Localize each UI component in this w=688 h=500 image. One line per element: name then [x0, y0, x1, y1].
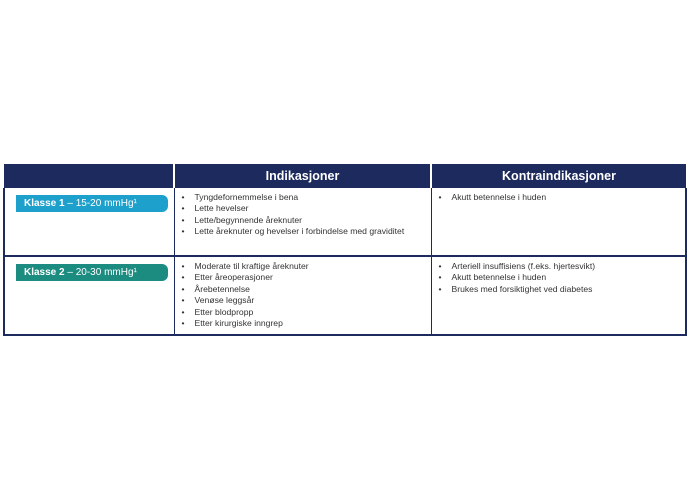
bullet-icon: • [181, 306, 185, 317]
contraindications-list [432, 192, 686, 203]
header-row [4, 164, 686, 188]
list-item [439, 284, 686, 295]
table-row-class-1 [4, 188, 686, 256]
contraindications-cell [431, 256, 686, 335]
list-item-text: Etter kirurgiske inngrep [194, 318, 283, 329]
list-item-text: Årebetennelse [194, 283, 250, 294]
class-1-name: Klasse 1 [24, 198, 65, 209]
bullet-icon: • [181, 214, 185, 225]
list-item-text: Moderate til kraftige åreknuter [194, 261, 309, 271]
list-item [182, 284, 431, 295]
bullet-icon: • [181, 192, 185, 202]
bullet-icon: • [438, 272, 442, 283]
list-item-text: Lette åreknuter og hevelser i forbindelse med graviditet [194, 226, 405, 237]
list-item-text: Akutt betennelse i huden [451, 192, 547, 202]
class-2-label [16, 264, 168, 281]
bullet-icon: • [438, 283, 442, 294]
table [3, 164, 687, 336]
class-cell [4, 188, 174, 256]
list-item [182, 295, 431, 306]
class-cell [4, 256, 174, 335]
list-item-text: Venøse leggsår [194, 295, 255, 306]
class-1-label [16, 195, 168, 212]
bullet-icon: • [181, 295, 185, 306]
bullet-icon: • [438, 261, 442, 271]
bullet-icon: • [181, 272, 185, 283]
indications-list [175, 261, 431, 329]
header-indications: Indikasjoner [174, 164, 431, 188]
list-item [182, 261, 431, 272]
bullet-icon: • [438, 192, 442, 202]
bullet-icon: • [181, 318, 185, 329]
list-item [182, 203, 431, 214]
table-row-class-2 [4, 256, 686, 335]
bullet-icon: • [181, 226, 185, 237]
list-item [439, 261, 686, 272]
list-item [182, 307, 431, 318]
bullet-icon: • [181, 261, 185, 271]
list-item-text: Etter åreoperasjoner [194, 272, 273, 283]
list-item-text: Lette/begynnende åreknuter [194, 214, 303, 225]
class-2-name: Klasse 2 [24, 267, 65, 278]
list-item [182, 192, 431, 203]
list-item-text: Arteriell insuffisiens (f.eks. hjertesvikt) [451, 261, 596, 271]
list-item-text: Akutt betennelse i huden [451, 272, 547, 283]
list-item-text: Tyngdefornemmelse i bena [194, 192, 299, 202]
list-item [439, 192, 686, 203]
contraindications-cell [431, 188, 686, 256]
bullet-icon: • [181, 283, 185, 294]
class-2-range: – 20-30 mmHg¹ [64, 267, 137, 278]
indications-list [175, 192, 431, 238]
list-item-text: Brukes med forsiktighet ved diabetes [451, 283, 593, 294]
contraindications-list [432, 261, 686, 295]
header-contraindications: Kontraindikasjoner [431, 164, 686, 188]
indications-cell [174, 188, 431, 256]
header-blank-cell [4, 164, 174, 188]
class-1-range: – 15-20 mmHg¹ [64, 198, 137, 209]
bullet-icon: • [181, 203, 185, 214]
list-item [182, 215, 431, 226]
list-item-text: Etter blodpropp [194, 306, 254, 317]
compression-class-table [3, 164, 685, 337]
list-item [182, 318, 431, 329]
indications-cell [174, 256, 431, 335]
list-item-text: Lette hevelser [194, 203, 249, 214]
list-item [182, 272, 431, 283]
list-item [182, 226, 431, 237]
list-item [439, 272, 686, 283]
